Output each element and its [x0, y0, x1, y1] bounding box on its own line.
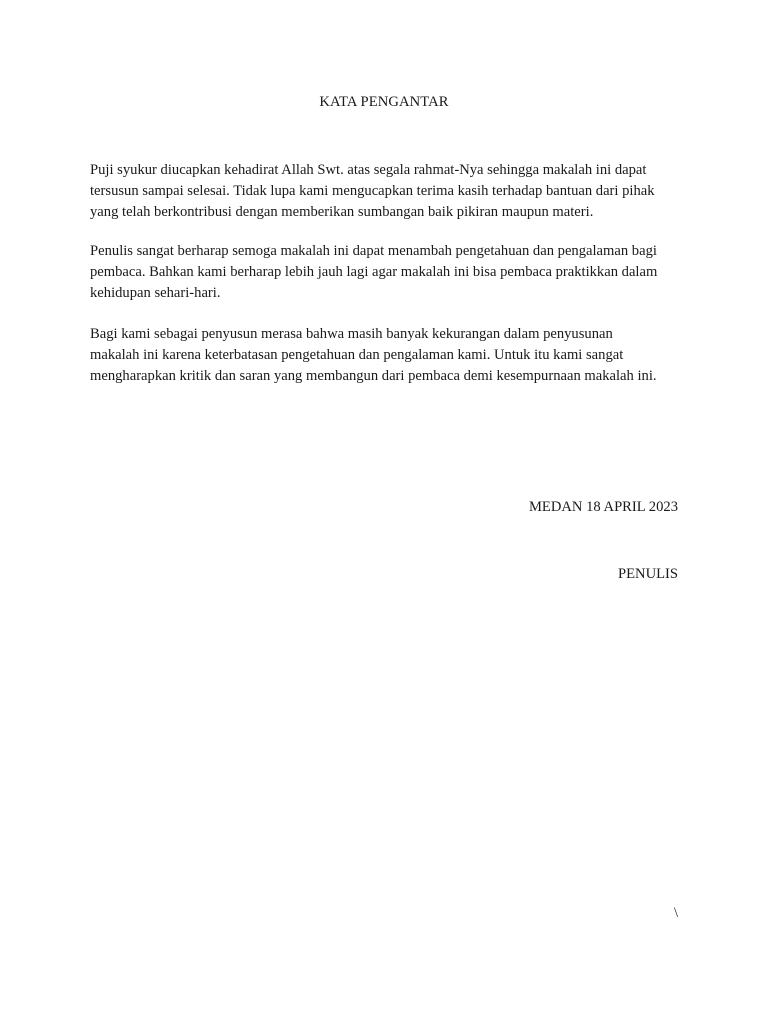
paragraph-line: tersusun sampai selesai. Tidak lupa kami mengucapkan terima kasih terhadap bantuan dari pihak [90, 183, 655, 199]
paragraph-line: makalah ini karena keterbatasan pengetahuan dan pengalaman kami. Untuk itu kami sangat [90, 347, 624, 363]
paragraph-1 [90, 160, 690, 223]
paragraph-line: Bagi kami sebagai penyusun merasa bahwa masih banyak kekurangan dalam penyusunan [90, 326, 613, 342]
trailing-mark: \ [673, 905, 678, 921]
paragraph-line: yang telah berkontribusi dengan memberikan sumbangan baik pikiran maupun materi. [90, 204, 594, 220]
paragraph-line: kehidupan sehari-hari. [90, 285, 221, 301]
paragraph-line: mengharapkan kritik dan saran yang membangun dari pembaca demi kesempurnaan makalah ini. [90, 368, 657, 384]
page-title: KATA PENGANTAR [319, 94, 449, 110]
paragraph-3 [90, 324, 690, 387]
place-date: MEDAN 18 APRIL 2023 [528, 499, 678, 515]
paragraph-line: Penulis sangat berharap semoga makalah ini dapat menambah pengetahuan dan pengalaman bagi [90, 243, 657, 259]
paragraph-2 [90, 241, 690, 304]
paragraph-line: pembaca. Bahkan kami berharap lebih jauh lagi agar makalah ini bisa pembaca praktikkan dalam [90, 264, 658, 280]
paragraph-line: Puji syukur diucapkan kehadirat Allah Swt. atas segala rahmat-Nya sehingga makalah ini dapat [90, 162, 647, 178]
author-signature: PENULIS [618, 566, 678, 582]
